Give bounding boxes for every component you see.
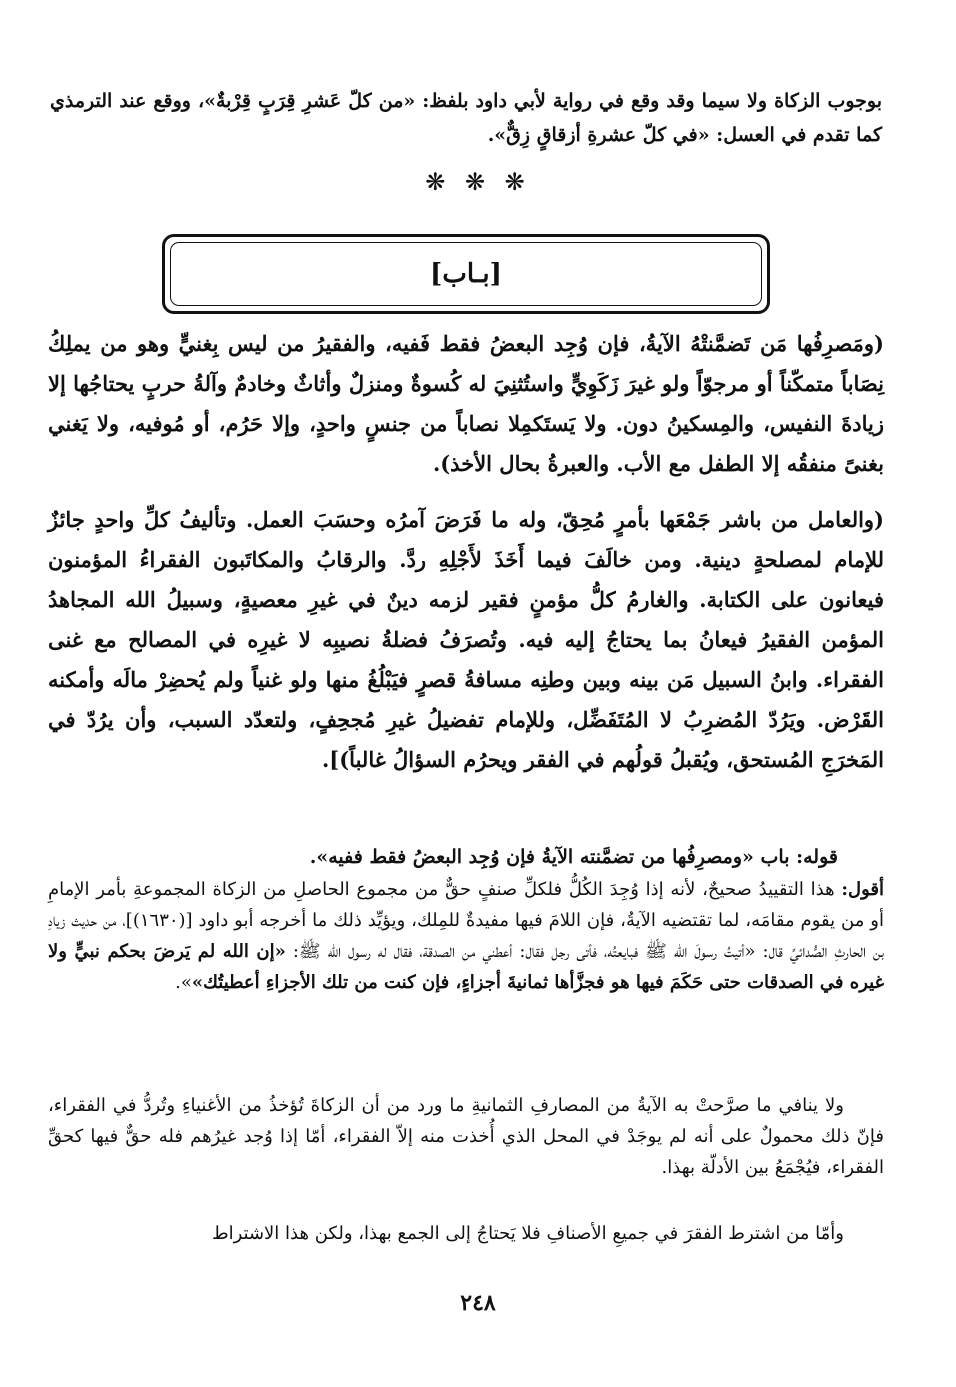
- section-separator: ❋ ❋ ❋: [425, 168, 531, 196]
- aqul-lead: أقول:: [841, 879, 884, 900]
- hadith-quote: «إن الله لم يَرضَ بحكم نبيٍّ ولا غيره في الصدقات حتى حَكَمَ فيها هو فجزَّأها ثمانيةَ أجزاءٍ، فإن كنت من تلك الأجزاءِ أعطيتُك»: [48, 941, 884, 993]
- commentary-paragraph-2: ولا ينافي ما صرَّحتْ به الآيةُ من المصارفِ الثمانيةِ ما ورد من أن الزكاةَ تُؤخذُ من الأغنياءِ وتُردُّ في الفقراء، فإنّ ذلك محمولٌ على أنه لم يوجَدْ في المحل الذي أُخذت منه إلاّ الفقراء، أمّا إذا وُجد غيرُهم فله حقٌّ فيها كحقِّ الفقراء، فيُجْمَعُ بين الأدلّة بهذا.: [48, 1095, 884, 1178]
- aqul-end: ».: [175, 972, 192, 993]
- aqul-text: هذا التقييدُ صحيحٌ، لأنه إذا وُجِدَ الكُلُّ فلكلِّ صنفٍ حقٌّ من مجموع الحاصلِ من الزكاة المجموعةِ بأمر الإمامِ أو من يقوم مقامَه، لما تقتضيه الآيةُ، فإن اللامَ فيها مفيدةٌ للمِلك، ويؤيِّد ذلك ما أخرجه أبو داود [(١٦٣٠)]، من حديث زيادِ بن الحارثِ الصُّدائيِّ قال: «أتيتُ رسولَ الله ﷺ فبايعتُه، فأتى رجل فقال: أعطني من الصدقة، فقال له رسول الله ﷺ:: [48, 879, 884, 962]
- matn-paragraph-2: (والعامل من باشر جَمْعَها بأمرٍ مُحِقّ، وله ما فَرَضَ آمرُه وحسَبَ العمل. وتأليفُ كلِّ واحدٍ جائزٌ للإمام لمصلحةٍ دينية. ومن خالَفَ فيما أَخَذَ لأَجْلِهِ ردَّ. والرقابُ والمكاتَبون الفقراءُ المؤمنون فيعانون على الكتابة. والغارمُ كلُّ مؤمنٍ فقير لزمه دينٌ في غيرِ معصيةٍ، وسبيلُ الله المجاهدُ المؤمن الفقيرُ فيعانُ بما يحتاجُ إليه فيه. وتُصرَفُ فضلةُ نصيبِه لا غيرِه في المصالح مع غنى الفقراء. وابنُ السبيل مَن بينه وبين وطنِه مسافةُ قصرٍ فيَبْلُغُ منها ولو غنياً ولم يُحضِرْ مالَه وأمكنه القَرْض. ويَرُدّ المُضرِبُ لا المُتَفَضِّل، وللإمام تفضيلُ غيرِ مُجحِفٍ، ولتعدّد السبب، وأن يرُدّ في المَخرَجِ المُستحق، ويُقبلُ قولُهم في الفقر ويحرُم السؤالُ غالباً)].: [48, 507, 884, 772]
- qawluh-heading: قوله: باب «ومصرِفُها من تضمَّنته الآيةُ فإن وُجِد البعضُ فقط ففيه».: [309, 846, 838, 868]
- matn-paragraph-1: (ومَصرِفُها مَن تَضمَّنتْهُ الآيةُ، فإن وُجِد البعضُ فقط فَفيه، والفقيرُ من ليس بِغنيٍّ وهو من يملِكُ نِصَاباً متمكّناً أو مرجوّاً ولو غيرَ زَكَوِيٍّ واستُثنِيَ له كُسوةٌ ومنزلٌ وأثاثٌ وخادمٌ وآلةُ حربٍ يحتاجُها إلا زيادةَ النفيس، والمِسكينُ دون. ولا يَستَكمِلا نصاباً من جنسٍ واحدٍ، وإلا حَرُم، أو مُوفيه، ولا يَغني بغنىً منفقُه إلا الطفل مع الأب. والعبرةُ بحال الأخذ).: [48, 331, 884, 476]
- commentary-paragraph-3: وأمّا من اشترط الفقرَ في جميعِ الأصنافِ فلا يَحتاجُ إلى الجمع بهذا، ولكن هذا الاشتراط: [211, 1223, 844, 1244]
- intro-paragraph: بوجوب الزكاة ولا سيما وقد وقع في رواية لأبي داود بلفظ: «من كلّ عَشرِ قِرَبٍ قِرْبةٌ»، ووقع عند الترمذي كما تقدم في العسل: «في كلّ عشرةِ أزقاقٍ زِقٌّ».: [50, 90, 882, 146]
- chapter-title: [بـاب]: [170, 242, 762, 306]
- chapter-title-frame: [162, 234, 770, 314]
- page-number: ٢٤٨: [460, 1290, 496, 1316]
- commentary-paragraph-1: [48, 874, 884, 998]
